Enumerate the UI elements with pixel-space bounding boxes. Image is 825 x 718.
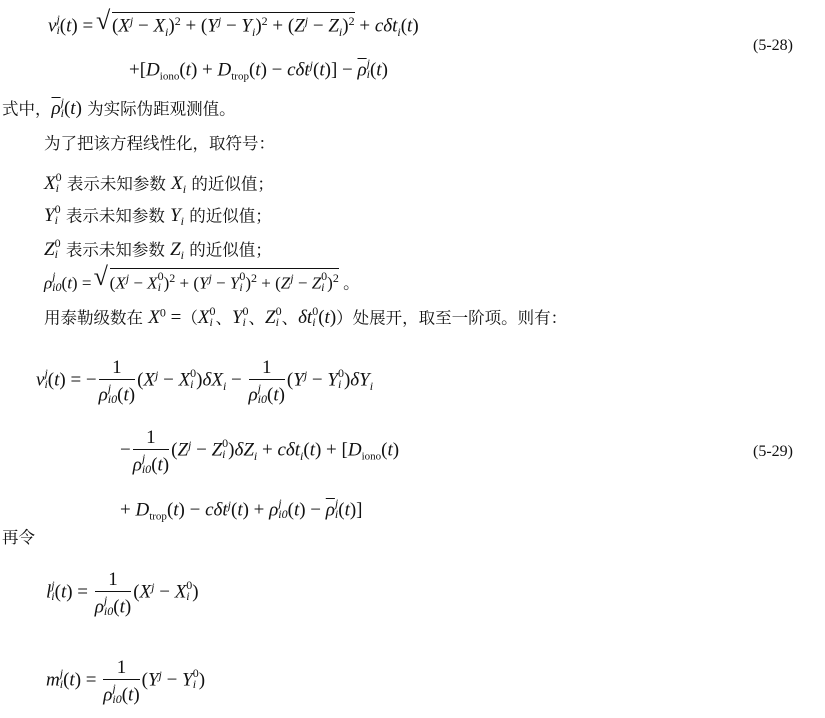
equation-number-5-29: (5-29) bbox=[753, 443, 793, 460]
paragraph-linearize: 为了把该方程线性化，取符号： bbox=[44, 134, 275, 153]
equation-number-5-28: (5-28) bbox=[753, 37, 793, 54]
sep-2: 、 bbox=[248, 308, 266, 328]
symbol-y0-b: Y 0 i bbox=[231, 304, 249, 329]
symbol-dt0: δt 0 i (t) bbox=[298, 304, 337, 329]
paragraph-taylor bbox=[44, 306, 567, 328]
symbol-zi: $Z_i$ bbox=[170, 239, 184, 263]
symbol-rho-bar: $\overline{\rho}$ j i (t) bbox=[51, 95, 82, 120]
taylor-open: （ bbox=[181, 308, 198, 328]
paragraph-approx-x bbox=[44, 172, 274, 196]
sep-3: 、 bbox=[281, 308, 299, 328]
equation-l: l j i (t) = 1 ρ j i0 (t) ($X^j - X$ 0 i ) bbox=[46, 569, 199, 618]
taylor-suffix: ）处展开，取至一阶项。则有： bbox=[336, 308, 568, 328]
symbol-yi: $Y_i$ bbox=[170, 205, 184, 229]
symbol-x0: X 0 i bbox=[44, 170, 62, 195]
symbol-y0: Y 0 i bbox=[44, 202, 61, 227]
symbol-xi: $X_i$ bbox=[171, 173, 187, 197]
approx-x-text: 表示未知参数 bbox=[66, 174, 166, 194]
approx-x-suffix: 的近似值； bbox=[191, 174, 274, 194]
equation-5-29-line3: + $D_{trop}(t) - c\delta t^j(t) + \rho$ j i0 $(t) - \overline{\rho}$ j i (t)] bbox=[120, 496, 363, 523]
equation-5-28-line1: v j i (t) = √ $(X^j - X_i)^2 + (Y^j - Y_i)^2 + (Z^j - Z_i)^2 + c\delta t_i(t)$ bbox=[48, 12, 419, 38]
approx-y-suffix: 的近似值； bbox=[189, 206, 272, 226]
approx-z-text: 表示未知参数 bbox=[65, 240, 165, 260]
symbol-z0-b: Z 0 i bbox=[265, 304, 282, 329]
equation-5-29-line1: v j i (t) = − 1 ρ j i0 (t) ($X^j - X$ 0 i )$\delta X_i$ − 1 ρ j i0 (t) ($Y^j - Y$ 0 i )$\delta Y_i$ bbox=[36, 357, 374, 406]
paragraph-zailing: 再令 bbox=[2, 528, 35, 547]
approx-z-suffix: 的近似值； bbox=[189, 240, 272, 260]
symbol-x0-b: X 0 i bbox=[197, 304, 216, 329]
sep-1: 、 bbox=[215, 308, 232, 328]
desc-rho: 为实际伪距观测值。 bbox=[87, 99, 236, 119]
symbol-x-expansion: $X^0$ = bbox=[148, 305, 182, 329]
taylor-prefix: 用泰勒级数在 bbox=[44, 308, 143, 328]
paragraph-approx-y bbox=[44, 204, 272, 228]
paragraph-approx-z bbox=[44, 238, 272, 262]
equation-5-28-line2: $+[D_{iono}(t) + D_{trop}(t) - c\delta t^j(t)] - \overline{\rho}$ j i (t) bbox=[129, 56, 388, 83]
approx-y-text: 表示未知参数 bbox=[65, 206, 165, 226]
equation-m: m j i (t) = 1 ρ j i0 (t) ($Y^j - Y$ 0 i ) bbox=[46, 657, 206, 706]
paragraph-shizhong bbox=[2, 97, 236, 119]
symbol-z0: Z 0 i bbox=[44, 236, 61, 261]
equation-5-29-line2: − 1 ρ j i0 (t) ($Z^j - Z$ 0 i )$\delta Z_i + c\delta t_i(t) + [D_{iono}(t)$ bbox=[120, 427, 400, 476]
equation-rho-i0: ρ j i0 (t) = √ ($X^j - X$ 0 i )$^2 + (Y^j - Y$ 0 i )$^2 + (Z^j - Z$ 0 i )$^2$ 。 bbox=[44, 268, 360, 293]
label-shizhong: 式中， bbox=[2, 99, 52, 119]
period: 。 bbox=[343, 273, 360, 293]
